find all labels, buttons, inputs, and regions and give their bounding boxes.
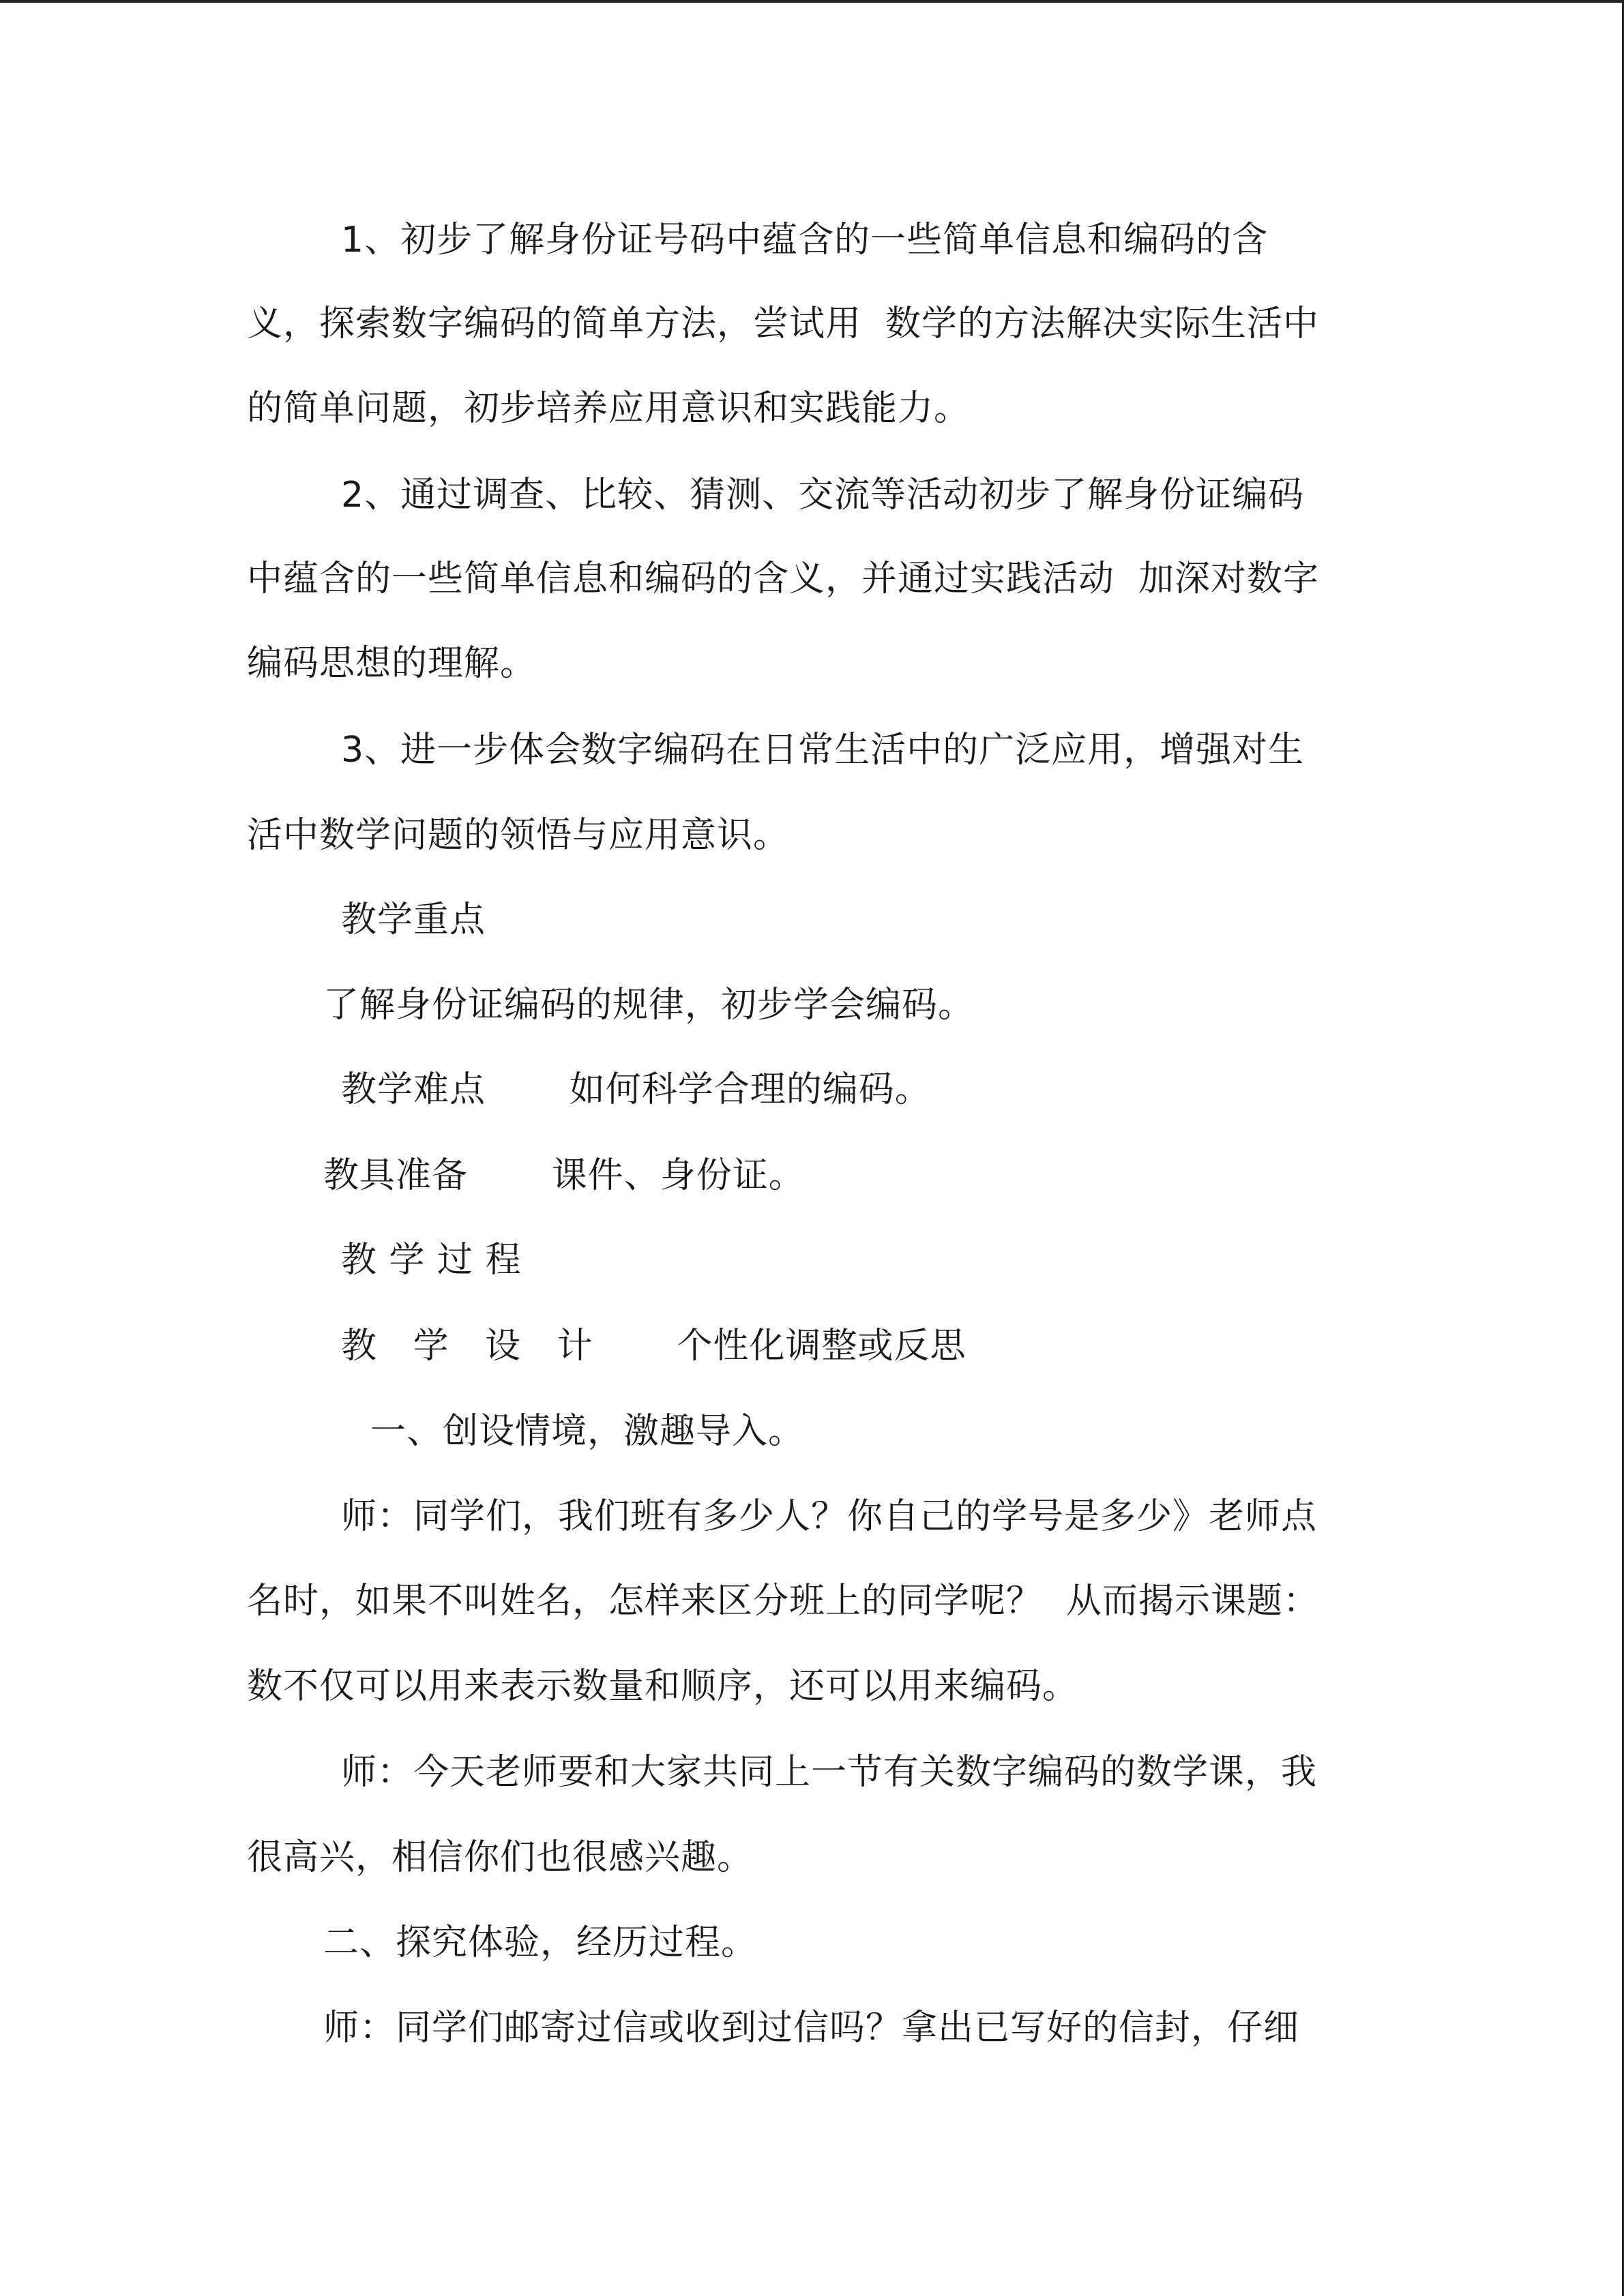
heading-teaching-tools: 教具准备 课件、身份证。: [323, 1155, 805, 1196]
paragraph-line-17: 名时，如果不叫姓名，怎样来区分班上的同学呢？ 从而揭示课题：: [247, 1581, 1320, 1622]
paragraph-line-20: 很高兴，相信你们也很感兴趣。: [247, 1837, 754, 1878]
paragraph-line-10: 了解身份证编码的规律，初步学会编码。: [323, 985, 975, 1026]
paragraph-line-8: 活中数学问题的领悟与应用意识。: [247, 815, 790, 856]
paragraph-line-4: 2、通过调查、比较、猜测、交流等活动初步了解身份证编码: [341, 475, 1305, 516]
paragraph-line-16: 师：同学们，我们班有多少人？你自己的学号是多少》老师点: [341, 1496, 1318, 1537]
paragraph-line-22: 师：同学们邮寄过信或收到过信吗？拿出已写好的信封，仔细: [323, 2008, 1300, 2048]
paragraph-line-7: 3、进一步体会数字编码在日常生活中的广泛应用，增强对生: [341, 730, 1305, 771]
heading-teaching-difficulty: 教学难点 如何科学合理的编码。: [341, 1069, 931, 1110]
heading-teaching-design: 教 学 设 计 个性化调整或反思: [341, 1326, 966, 1367]
paragraph-line-2: 义，探索数字编码的简单方法，尝试用 数学的方法解决实际生活中: [247, 303, 1320, 344]
section-heading-2: 二、探究体验，经历过程。: [323, 1922, 758, 1963]
heading-teaching-process: 教 学 过 程: [341, 1240, 522, 1281]
paragraph-line-3: 的简单问题，初步培养应用意识和实践能力。: [247, 388, 971, 429]
paragraph-line-19: 师：今天老师要和大家共同上一节有关数字编码的数学课，我: [341, 1752, 1318, 1793]
section-heading-1: 一、创设情境，激趣导入。: [370, 1411, 805, 1452]
paragraph-line-6: 编码思想的理解。: [247, 643, 537, 684]
paragraph-line-5: 中蕴含的一些简单信息和编码的含义，并通过实践活动 加深对数字: [247, 558, 1320, 599]
heading-teaching-focus: 教学重点: [341, 899, 486, 940]
paragraph-line-18: 数不仅可以用来表示数量和顺序，还可以用来编码。: [247, 1666, 1079, 1707]
paragraph-line-1: 1、初步了解身份证号码中蕴含的一些简单信息和编码的含: [341, 220, 1269, 260]
